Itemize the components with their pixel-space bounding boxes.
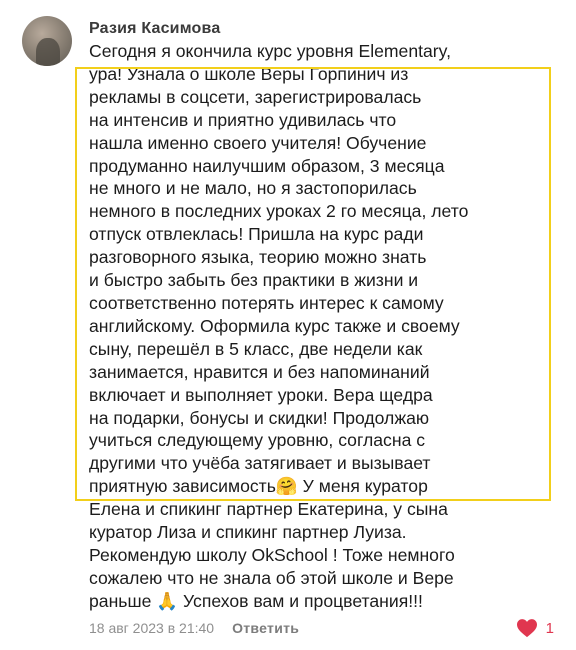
like-button[interactable] bbox=[516, 618, 554, 638]
author-name[interactable]: Разия Касимова bbox=[89, 20, 221, 37]
heart-icon bbox=[516, 618, 538, 638]
comment-text: Сегодня я окончила курс уровня Elementary, ура! Узнала о школе Веры Горпинич из рекламы в соцсети, зарегистрировалась на интенсив и приятно удивилась что нашла именно своего учителя! Обучение продуманно наилучшим образом, 3 месяца не много и не мало, но я застопорилась немного в последних уроках 2 го месяца, лето отпуск отвлеклась! Пришла на курс ради разговорного языка, теорию можно знать и быстро забыть без практики в жизни и соответственно потерять интерес к самому английскому. Оформила курс также и своему сыну, перешёл в 5 класс, две недели как занимается, нравится и без напоминаний включает и выполняет уроки. Вера щедра на подарки, бонусы и скидки! Продолжаю учиться следующему уровню, согласна с другими что учёба затягивает и вызывает приятную зависимость🤗 У меня куратор Елена и спикинг партнер Екатерина, у сына куратор Лиза и спикинг партнер Луиза. Рекомендую школу OkSchool ! Тоже немного сожалею что не знала об этой школе и Вере раньше 🙏 Успехов вам и процветания!!! bbox=[89, 41, 469, 611]
avatar[interactable] bbox=[22, 16, 72, 66]
avatar-image bbox=[36, 38, 60, 66]
comment-date: 18 авг 2023 в 21:40 bbox=[89, 620, 215, 636]
comment-footer bbox=[89, 620, 299, 636]
like-count: 1 bbox=[545, 619, 554, 637]
reply-button[interactable]: Ответить bbox=[232, 620, 300, 636]
